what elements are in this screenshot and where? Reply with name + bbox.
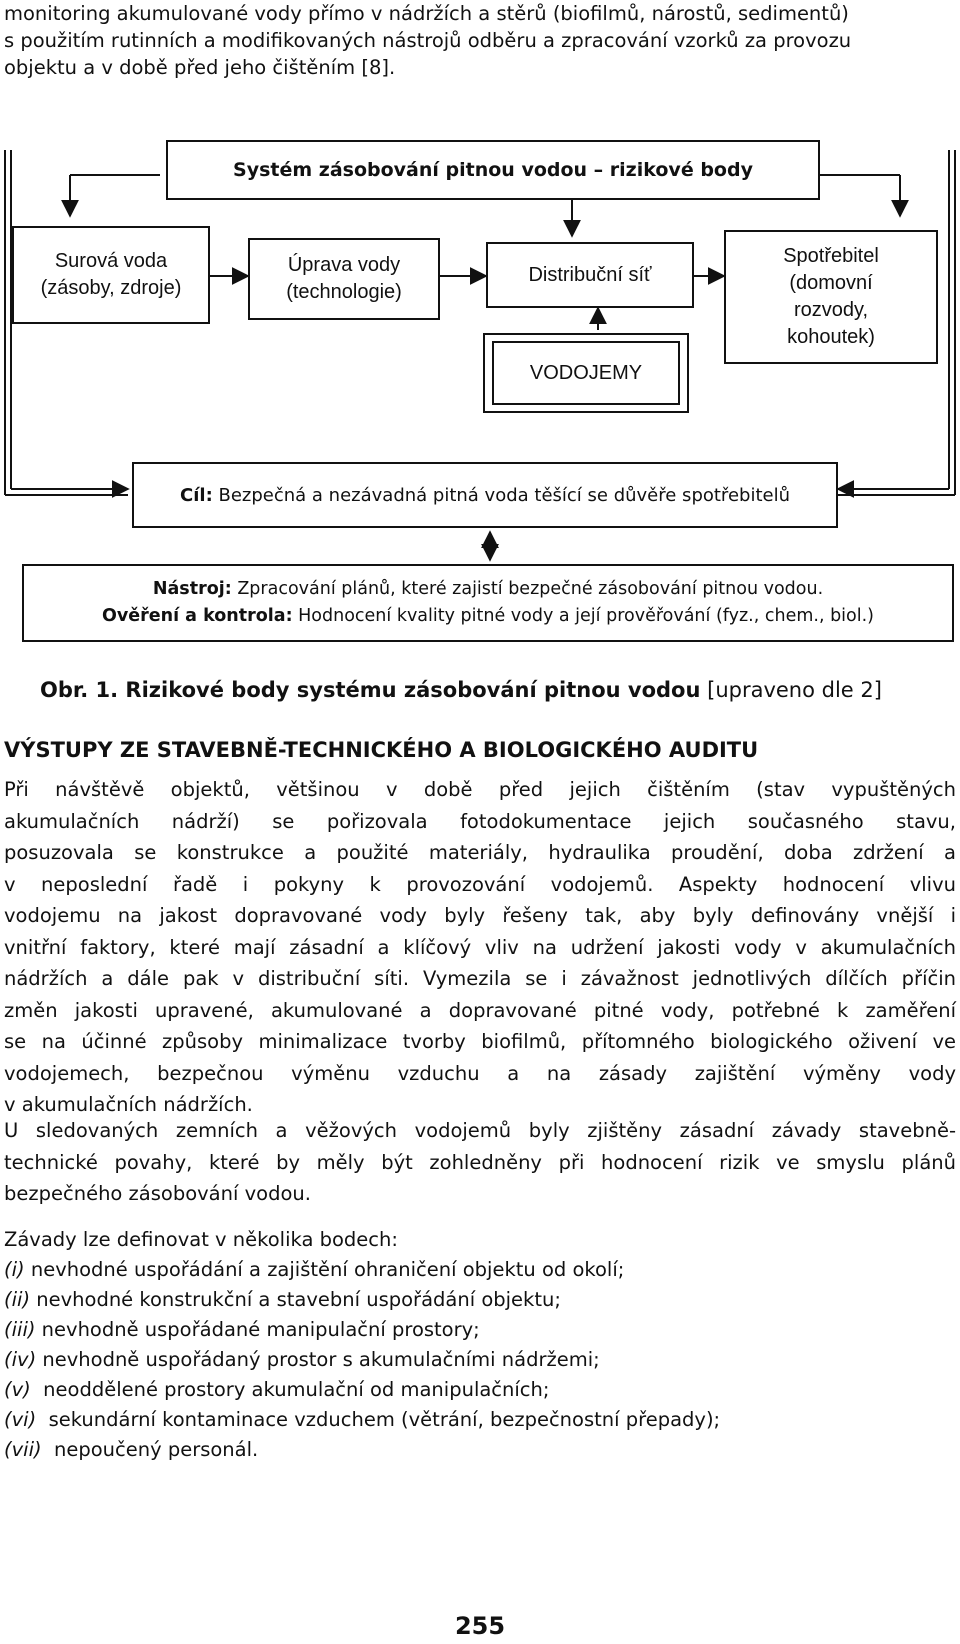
caption-prefix: Obr. 1. Rizikové body systému zásobování pitnou vodou <box>40 678 701 702</box>
intro-line: s použitím rutinních a modifikovaných nástrojů odběru a zpracování vzorků za provozu <box>4 29 852 52</box>
list-item-text: nepoučený personál. <box>41 1438 259 1461</box>
list-item-text: neoddělené prostory akumulační od manipulačních; <box>30 1378 550 1401</box>
reservoirs-box <box>493 342 679 404</box>
list-item <box>4 1345 720 1375</box>
defects-list <box>4 1225 720 1465</box>
distribution-box <box>486 242 694 308</box>
raw-water-label: Surová voda <box>54 250 168 272</box>
raw-water-sub: (zásoby, zdroje) <box>40 277 182 299</box>
para1-line: v neposlední řadě i pokyny k provozování vodojemů. Aspekty hodnocení vlivu <box>4 872 956 896</box>
list-item <box>4 1285 720 1315</box>
section-heading: VÝSTUPY ZE STAVEBNĚ-TECHNICKÉHO A BIOLOGICKÉHO AUDITU <box>4 738 759 762</box>
list-item-text: nevhodně uspořádané manipulační prostory; <box>35 1318 480 1341</box>
para1-line: vodojemu na jakost dopravované vody byly řešeny tak, aby byly definovány vnější i <box>4 904 956 927</box>
consumer-sub: (domovní <box>789 272 873 294</box>
consumer-sub: rozvody, <box>793 299 869 321</box>
list-item-number: (ii) <box>4 1288 31 1311</box>
treatment-label: Úprava vody <box>287 254 401 276</box>
para1-line: posuzovala se konstrukce a použité materiály, hydraulika proudění, doba zdržení a <box>4 841 956 864</box>
page-number: 255 <box>454 1612 506 1640</box>
goal-label: Cíl: <box>180 484 213 506</box>
list-item-text: sekundární kontaminace vzduchem (větrání, bezpečnostní přepady); <box>36 1408 721 1431</box>
list-item-text: nevhodně uspořádaný prostor s akumulačními nádržemi; <box>36 1348 600 1371</box>
verify-text: Hodnocení kvality pitné vody a její prověřování (fyz., chem., biol.) <box>298 606 874 626</box>
list-item <box>4 1435 720 1465</box>
para2-line: bezpečného zásobování vodou. <box>4 1182 311 1205</box>
para1-line: Při návštěvě objektů, většinou v době před jejich čištěním (stav vypuštěných <box>4 778 956 801</box>
list-item-number: (v) <box>4 1378 31 1401</box>
tool-text: Zpracování plánů, které zajistí bezpečné zásobování pitnou vodou. <box>237 579 824 599</box>
goal-text: Bezpečná a nezávadná pitná voda těšící se důvěře spotřebitelů <box>218 484 790 506</box>
list-item <box>4 1315 720 1345</box>
consumer-box <box>724 230 938 364</box>
treatment-sub: (technologie) <box>286 281 402 303</box>
distribution-label: Distribuční síť <box>528 263 652 286</box>
para1-line: v akumulačních nádržích. <box>4 1093 253 1116</box>
para1-line: vodojemech, bezpečnou výměnu vzduchu a na zásady zajištění výměny vody <box>4 1061 956 1085</box>
paragraph-2 <box>4 1115 956 1210</box>
caption-suffix: [upraveno dle 2] <box>707 678 882 702</box>
list-item <box>4 1255 720 1285</box>
reservoirs-label: VODOJEMY <box>529 361 643 384</box>
para1-line: vnitřní faktory, které mají zásadní a klíčový vliv na udržení jakosti vody v akumulačních <box>4 935 956 959</box>
list-item-text: nevhodné konstrukční a stavební uspořádání objektu; <box>30 1288 561 1311</box>
figure-caption <box>40 678 882 702</box>
list-intro: Závady lze definovat v několika bodech: <box>4 1228 398 1251</box>
diagram-title: Systém zásobování pitnou vodou – rizikové body <box>233 158 753 181</box>
para1-line: změn jakosti upravené, akumulované a dopravované pitné vody, potřebné k zaměření <box>4 998 956 1022</box>
list-item-number: (iii) <box>4 1318 36 1341</box>
raw-water-box <box>12 226 210 324</box>
tool-label: Nástroj: <box>152 579 232 599</box>
intro-line: objektu a v době před jeho čištěním [8]. <box>4 56 396 79</box>
verify-label: Ověření a kontrola: <box>101 606 293 626</box>
list-item <box>4 1405 720 1435</box>
list-item-number: (vii) <box>4 1438 42 1461</box>
tool-box <box>22 564 954 642</box>
consumer-label: Spotřebitel <box>783 245 879 267</box>
para2-line: U sledovaných zemních a věžových vodojemů byly zjištěny zásadní závady stavebně- <box>4 1119 956 1142</box>
diagram-title-box <box>166 140 820 200</box>
list-item-number: (iv) <box>4 1348 37 1371</box>
list-item-number: (vi) <box>4 1408 37 1431</box>
list-item <box>4 1375 720 1405</box>
list-item-number: (i) <box>4 1258 25 1281</box>
paragraph-1 <box>4 774 956 1121</box>
consumer-sub: kohoutek) <box>787 326 875 348</box>
para1-line: nádržích a dále pak v distribuční síti. Vymezila se i závažnost jednotlivých dílčích příčin <box>4 967 956 990</box>
list-item-text: nevhodné uspořádání a zajištění ohraničení objektu od okolí; <box>24 1258 625 1281</box>
intro-line: monitoring akumulované vody přímo v nádržích a stěrů (biofilmů, nárostů, sedimentů) <box>4 2 849 25</box>
goal-box <box>132 462 838 528</box>
para1-line: se na účinné způsoby minimalizace tvorby biofilmů, přítomného biologického oživení ve <box>4 1030 956 1053</box>
para1-line: akumulačních nádrží) se pořizovala fotodokumentace jejich současného stavu, <box>4 809 956 833</box>
para2-line: technické povahy, které by měly být zohledněny při hodnocení rizik ve smyslu plánů <box>4 1150 956 1174</box>
treatment-box <box>248 238 440 320</box>
